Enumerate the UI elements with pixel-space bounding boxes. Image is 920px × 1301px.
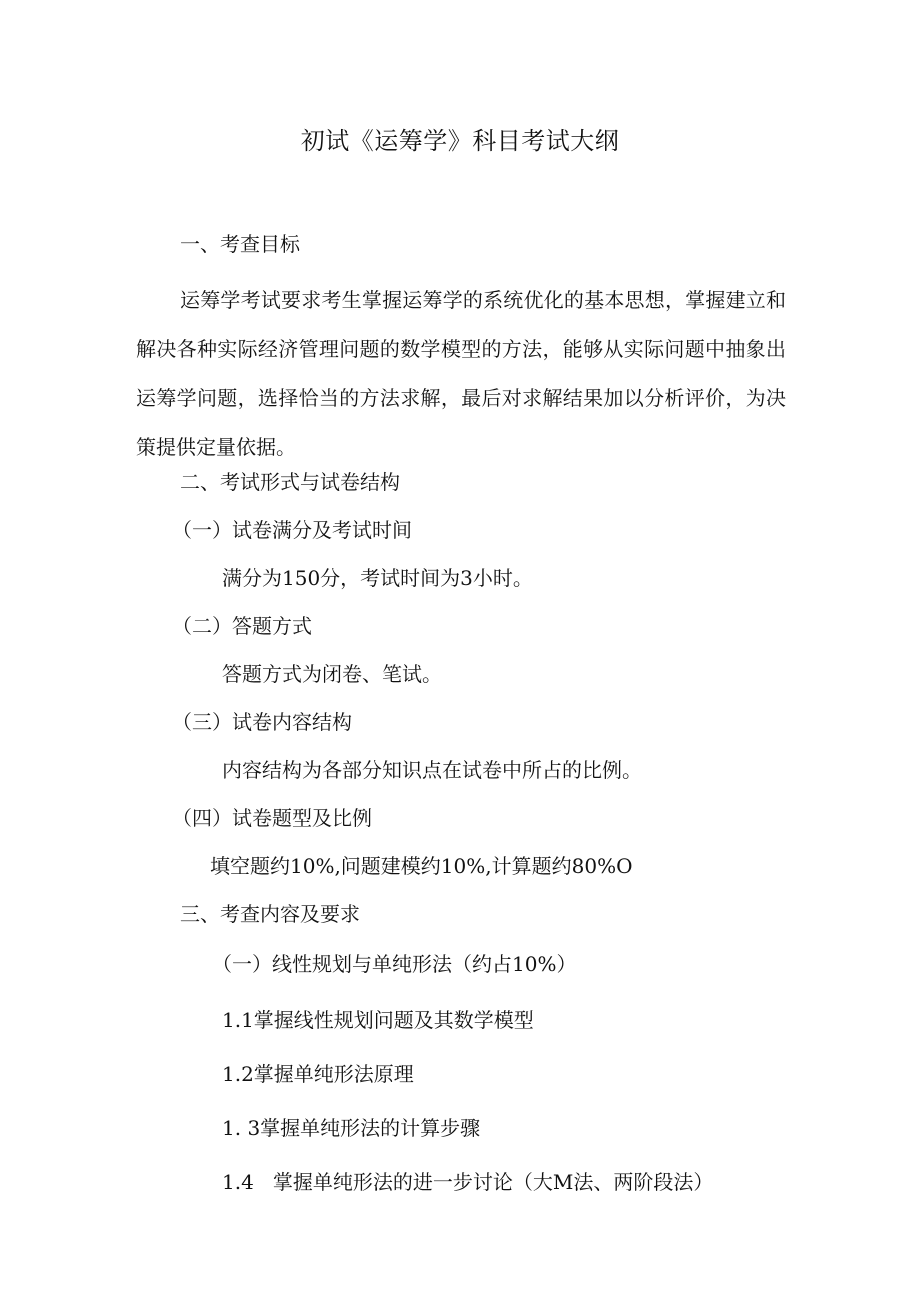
section1-heading: 一、考查目标 <box>180 232 300 256</box>
section2-sub4-heading: （四）试卷题型及比例 <box>172 806 372 830</box>
section3-item-4: 1.4 掌握单纯形法的进一步讨论（大M法、两阶段法） <box>222 1170 714 1194</box>
document-title: 初试《运筹学》科目考试大纲 <box>300 127 620 155</box>
section3-item-3: 1. 3掌握单纯形法的计算步骤 <box>222 1116 481 1140</box>
section2-sub1-heading: （一）试卷满分及考试时间 <box>172 518 412 542</box>
section2-sub2-heading: （二）答题方式 <box>172 614 312 638</box>
section3-item-1: 1.1掌握线性规划问题及其数学模型 <box>222 1008 534 1032</box>
section3-heading: 三、考查内容及要求 <box>180 902 360 926</box>
section3-item-2: 1.2掌握单纯形法原理 <box>222 1062 414 1086</box>
section1-paragraph: 运筹学考试要求考生掌握运筹学的系统优化的基本思想，掌握建立和解决各种实际经济管理问题的数学模型的方法，能够从实际问题中抽象出运筹学问题，选择恰当的方法求解，最后对求解结果加以分析评价，为决策提供定量依据。 <box>136 288 786 459</box>
section2-sub1-text: 满分为150分，考试时间为3小时。 <box>222 566 533 590</box>
section2-sub2-text: 答题方式为闭卷、笔试。 <box>222 662 442 686</box>
section2-sub3-text: 内容结构为各部分知识点在试卷中所占的比例。 <box>222 758 642 782</box>
section2-heading: 二、考试形式与试卷结构 <box>180 470 400 494</box>
section2-sub4-text: 填空题约10%,问题建模约10%,计算题约80%O <box>210 854 633 878</box>
section2-sub3-heading: （三）试卷内容结构 <box>172 710 352 734</box>
section3-sub1-heading: （一）线性规划与单纯形法（约占10%） <box>212 952 577 976</box>
